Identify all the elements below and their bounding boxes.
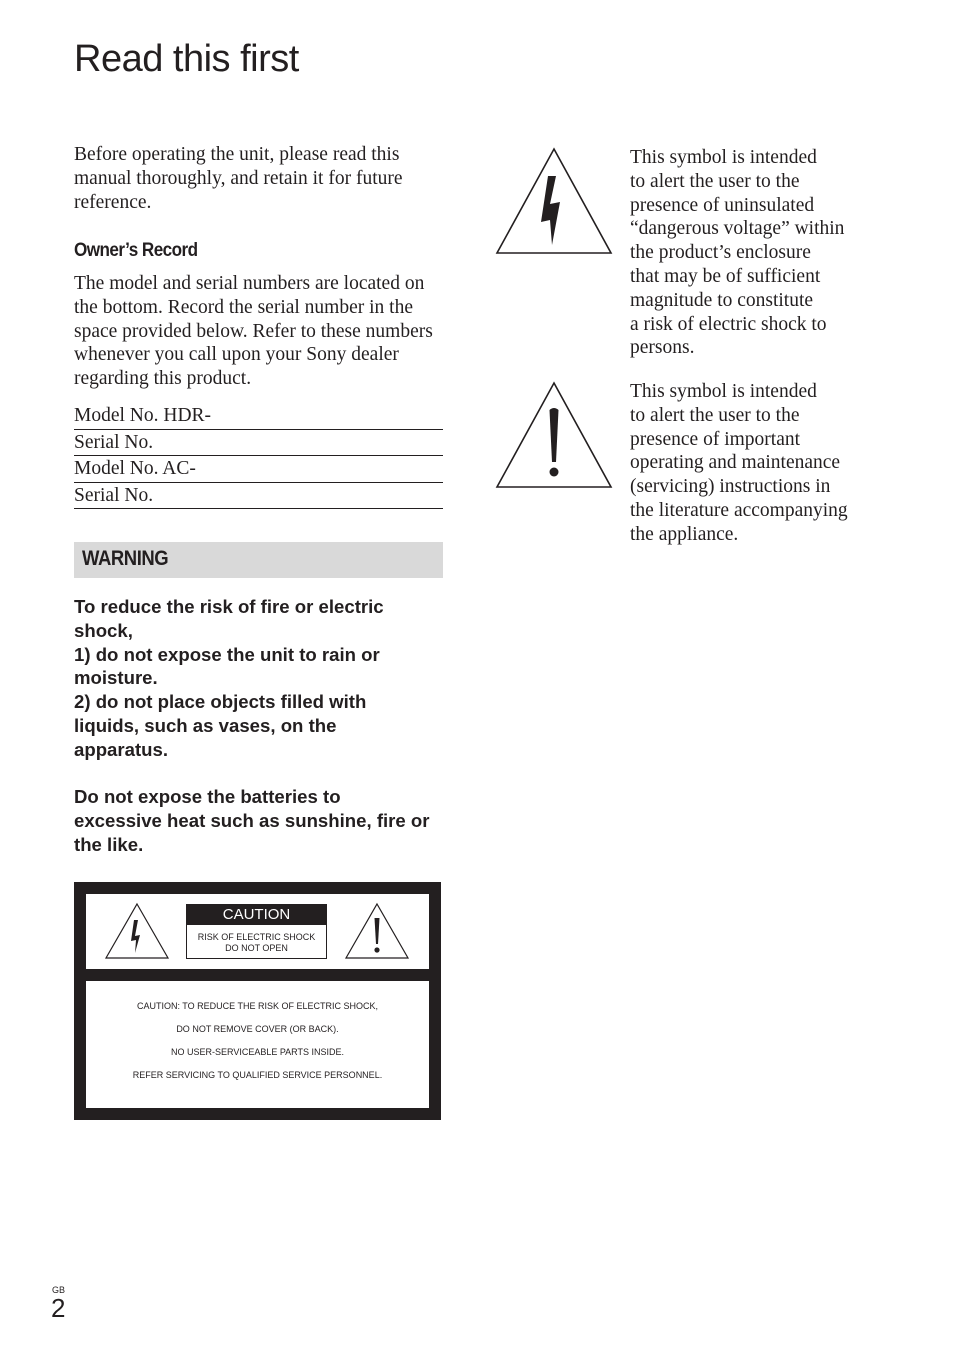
caution-label-top-panel: [86, 894, 429, 969]
warning-line: liquids, such as vases, on the: [74, 714, 337, 736]
symbol-description-line: operating and maintenance: [630, 452, 841, 474]
battery-warning-line: excessive heat such as sunshine, fire or: [74, 809, 430, 831]
battery-warning-line: the like.: [74, 833, 144, 855]
battery-warning-line: Do not expose the batteries to: [74, 786, 341, 807]
model-number-hdr-field: Model No. HDR-: [74, 404, 443, 430]
warning-line: To reduce the risk of fire or electric: [74, 596, 384, 617]
page-title: Read this first: [74, 38, 299, 80]
caution-instruction-line: NO USER-SERVICEABLE PARTS INSIDE.: [170, 1047, 345, 1057]
symbol-description-line: persons.: [630, 337, 695, 359]
caution-label-subtext: [187, 925, 326, 954]
caution-label-box: [186, 904, 327, 959]
symbol-description-line: “dangerous voltage” within: [630, 218, 845, 240]
symbol-description-line: presence of uninsulated: [630, 194, 815, 216]
warning-line: shock,: [74, 619, 133, 641]
symbol-description-line: a risk of electric shock to: [630, 313, 827, 335]
lightning-warning-icon: [494, 146, 614, 256]
warning-line: 1) do not expose the unit to rain or: [74, 643, 380, 665]
caution-instruction-line: DO NOT REMOVE COVER (OR BACK).: [176, 1024, 339, 1034]
serial-number-field-1: Serial No.: [74, 431, 443, 457]
exclamation-warning-icon: [344, 902, 410, 960]
exclamation-warning-icon: [494, 380, 614, 490]
lightning-symbol-description: [630, 146, 870, 360]
symbol-description-line: (servicing) instructions in: [630, 476, 831, 498]
symbol-description-line: the product’s enclosure: [630, 242, 811, 264]
lightning-warning-icon: [104, 902, 170, 960]
warning-heading: WARNING: [82, 547, 169, 570]
record-fields: [74, 404, 443, 510]
caution-label-sub-line: RISK OF ELECTRIC SHOCK: [197, 932, 316, 942]
caution-label-instructions: [86, 999, 429, 1091]
warning-line: moisture.: [74, 667, 158, 689]
warning-line: 2) do not place objects filled with: [74, 691, 367, 713]
intro-paragraph: Before operating the unit, please read this manual thoroughly, and retain it for future reference.: [74, 144, 403, 213]
warning-line: apparatus.: [74, 738, 169, 760]
symbol-description-line: the appliance.: [630, 523, 739, 545]
caution-label-sub-line: DO NOT OPEN: [225, 943, 288, 953]
caution-label-image: [74, 882, 441, 1120]
caution-label-bottom-panel: [86, 981, 429, 1108]
caution-label-title: CAUTION: [187, 905, 326, 925]
caution-instruction-line: CAUTION: TO REDUCE THE RISK OF ELECTRIC SHOCK,: [136, 1001, 379, 1011]
symbol-description-line: to alert the user to the: [630, 170, 800, 192]
battery-warning-text: [74, 785, 444, 856]
symbol-description-line: presence of important: [630, 428, 801, 450]
owners-record-text: The model and serial numbers are located on the bottom. Record the serial number in the space provided below. Refer to these numbers whenever you call upon your Sony dealer regarding this product.: [74, 273, 433, 390]
owners-record-heading: Owner’s Record: [74, 240, 198, 261]
serial-number-field-2: Serial No.: [74, 484, 443, 510]
page-number: 2: [51, 1293, 66, 1323]
symbol-description-line: magnitude to constitute: [630, 289, 814, 311]
model-number-ac-field: Model No. AC-: [74, 457, 443, 483]
warning-heading-bar: [74, 542, 443, 578]
caution-instruction-line: REFER SERVICING TO QUALIFIED SERVICE PERSONNEL.: [132, 1070, 383, 1080]
warning-text: [74, 595, 444, 762]
symbol-description-line: the literature accompanying: [630, 499, 848, 521]
exclamation-symbol-description: [630, 380, 870, 547]
symbol-description-line: that may be of sufficient: [630, 265, 821, 287]
page-language-code: GB: [52, 1285, 66, 1295]
symbol-description-line: This symbol is intended: [630, 381, 817, 402]
symbol-description-line: This symbol is intended: [630, 147, 817, 168]
symbol-description-line: to alert the user to the: [630, 404, 800, 426]
